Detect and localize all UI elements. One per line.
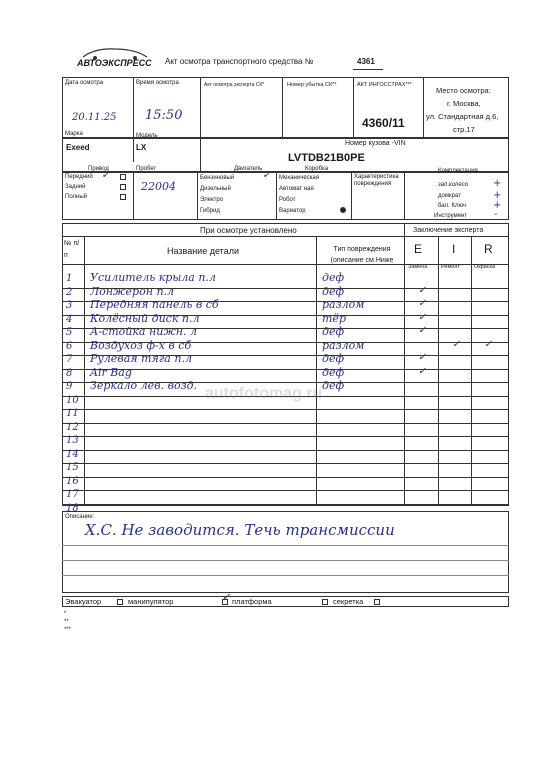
row-check-mark: ✓ [418,311,427,323]
table-row-divider [62,409,509,410]
kit-mark-key: + [493,200,502,211]
ingosstrakh-label: АКТ ИНГОССТРАХ*** [357,82,412,88]
row-number: 18 [66,502,79,514]
engine-check-mark: ✓ [262,168,272,181]
row-number: 9 [66,381,73,392]
table-row-divider [62,450,509,451]
row-number: 8 [66,367,73,379]
brand-value: Exeed [66,143,90,152]
mileage-label: Пробег [136,166,156,172]
vin-label: Номер кузова -VIN [345,140,406,147]
row-part-name: Зеркало лев. возд. [90,379,198,392]
col-i-header: I [452,242,456,256]
row-number: 16 [66,475,79,487]
table-row-divider [62,504,509,505]
row-part-name: Воздухоз ф-х в сб [90,338,192,352]
ingosstrakh-value: 4360/11 [362,116,405,130]
date-label: Дата осмотра [65,80,104,86]
description-text: Х.С. Не заводится. Течь трансмиссии [85,521,395,539]
time-value: 15:50 [145,108,183,123]
platform-label: платформа [232,597,272,606]
row-number: 1 [66,273,73,284]
description-label: Описание: [65,514,95,520]
row-check-mark: ✓ [418,365,427,377]
row-number: 13 [66,435,79,446]
row-part-name: Колёсный диск п.л [90,311,200,325]
row-number: 2 [66,286,73,298]
row-number: 12 [66,421,79,433]
document-title: Акт осмотра транспортного средства № [165,57,314,66]
col-r-sub: Окраска [474,264,496,270]
row-number: 6 [66,340,73,352]
evacuator-label: Эвакуатор [65,597,102,606]
row-number: 7 [66,354,73,365]
col-e-sub: Замена [408,264,428,270]
row-part-name: А-стойка нижн. л [90,325,198,338]
table-row-divider [62,490,509,491]
model-value: LX [136,143,147,152]
footnote-1: * [64,611,67,617]
num-header: № п/п [64,240,80,259]
manipulator-label: манипулятор [128,597,174,606]
row-number: 4 [66,313,73,325]
row-damage-type: деф [322,379,345,392]
gearbox-variator-checkbox[interactable] [340,207,346,213]
expert-act-label: Акт осмотра эксперта СК* [204,82,265,88]
mileage-value: 22004 [141,180,176,193]
row-part-name: Усилитель крыла п.л [90,271,216,284]
kit-item-key: бал. Ключ [438,203,466,209]
secret-checkbox[interactable] [374,599,380,605]
row-damage-type: деф [322,284,345,298]
row-number: 5 [66,327,73,338]
drive-label: Привод [88,166,109,172]
act-number: 4361 [357,57,375,66]
damage-char-label: Характеристика повреждения [354,174,399,187]
model-label: Модель [136,133,158,139]
col-i-sub: Ремонт [441,264,460,270]
row-damage-type: деф [322,365,345,379]
secret-label: секретка [333,597,364,606]
kit-label: Комплектация [438,168,478,174]
kit-item-jack: домкрат [438,193,461,199]
gearbox-item-variator: Вариатор [279,208,306,214]
row-check-mark: ✓ [484,338,493,350]
row-number: 10 [66,394,79,406]
row-check-mark: ✓ [418,298,427,309]
date-value: 20.11.25 [72,112,117,123]
logo-text: АВТОЭКСПРЕСС [77,58,152,68]
row-check-mark: ✓ [418,352,427,363]
drive-item-rear: Задний [65,184,86,190]
table-row-divider [62,463,509,464]
drive-item-front: Передний [65,174,93,180]
kit-mark-jack: + [493,190,502,201]
installed-header: При осмотре установлено [200,226,297,235]
logo [75,47,160,67]
row-damage-type: разлом [322,298,365,311]
kit-mark-tools: - [494,209,498,220]
location-line-3: стр.17 [453,125,475,134]
row-check-mark: ✓ [452,338,461,350]
expert-header: Заключение эксперта [413,227,484,234]
drive-item-all: Полный [65,194,87,200]
row-damage-type: деф [322,352,345,365]
footnote-3: *** [64,627,72,633]
gearbox-item-manual: Механическая [279,175,320,181]
location-line-1: г. Москва, [447,99,481,108]
row-part-name: Передняя панель в сб [90,298,219,311]
row-damage-type: тёр [322,311,346,325]
table-row-divider [62,423,509,424]
row-part-name: Лонжерон п.л [90,284,175,298]
row-check-mark: ✓ [418,325,427,336]
table-row-divider [62,436,509,437]
engine-label: Двигатель [234,166,263,172]
platform-check-mark: ✓ [222,592,231,603]
engine-item-petrol: Бензиновый [200,175,235,181]
row-number: 17 [66,489,79,500]
engine-item-electro: Электро [200,197,224,203]
time-label: Время осмотра [136,80,179,86]
col-e-header: E [414,242,423,256]
part-header: Название детали [167,246,239,256]
row-number: 11 [66,408,79,419]
row-number: 15 [66,462,79,473]
evacuator-checkbox[interactable] [117,599,123,605]
drive-all-checkbox[interactable] [120,194,126,200]
engine-item-hybrid: Гибрид [200,208,220,214]
drive-check-mark: ✓ [101,168,111,181]
drive-rear-checkbox[interactable] [120,184,126,190]
row-number: 3 [66,300,73,311]
row-part-name: Air Bag [90,365,132,379]
brand-label-visible: Марка [65,131,83,137]
vin-value: LVTDB21B0PE [288,152,365,164]
row-check-mark: ✓ [418,284,427,296]
loss-number-label: Номер убытка СК** [287,82,337,88]
kit-item-tools: Инструмент [434,213,468,219]
kit-item-spare: зап.колесо [438,182,469,188]
footnote-2: ** [64,619,69,625]
platform-checkbox[interactable] [322,599,328,605]
gearbox-item-auto: Автомат ная [279,186,314,192]
type-header: Тип повреждения (описание см.Ниже [330,246,394,264]
row-number: 14 [66,448,79,460]
gearbox-item-robot: Робот [279,197,296,203]
col-r-header: R [484,242,493,256]
gearbox-label: Коробка [305,166,329,172]
watermark: autofotomag.ru [205,385,323,402]
table-row-divider [62,477,509,478]
row-damage-type: деф [322,325,345,338]
row-part-name: Рулевая тяга п.л [90,352,192,365]
drive-front-checkbox[interactable] [120,174,126,180]
location-line-2: ул. Стандартная д.6, [426,112,499,121]
row-damage-type: деф [322,271,345,284]
location-label: Место осмотра: [436,86,491,95]
engine-item-diesel: Дизельный [200,186,231,192]
row-damage-type: разлом [322,338,365,352]
kit-mark-spare: + [493,178,502,189]
